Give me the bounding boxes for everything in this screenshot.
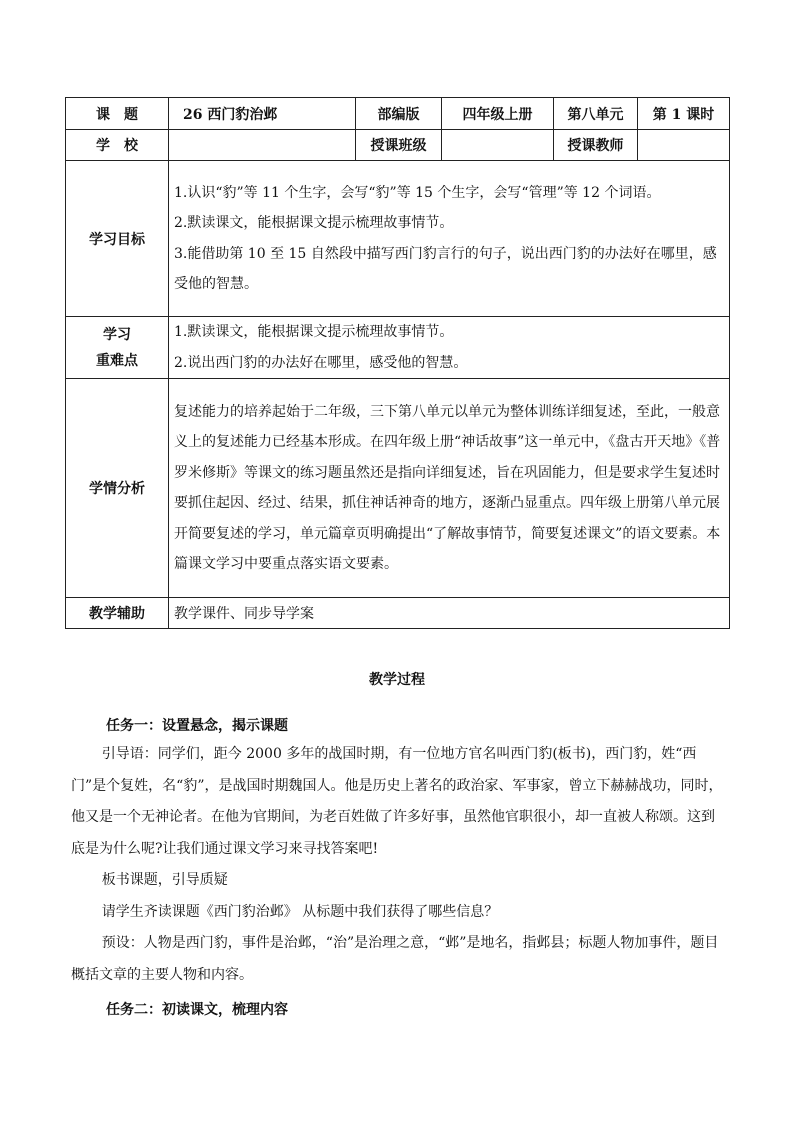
- header-row: [66, 98, 730, 130]
- school-row: [66, 130, 730, 161]
- key-point-item: 1.默读课文，能根据课文提示梳理故事情节。: [174, 324, 454, 340]
- analysis-text: 复述能力的培养起始于二年级，三下第八单元以单元为整体训练详细复述，至此，一般意义上的复述能力已经基本形成。在四年级上册“神话故事”这一单元中，《盘古开天地》《普罗米修斯》等课文的练习题虽然还是指向详细复述，旨在巩固能力，但是要求学生复述时要抓住起因、经过、结果，抓住神话神奇的地方，逐渐凸显重点。四年级上册第八单元展开简要复述的学习，单元篇章页明确提出“了解故事情节，简要复述课文”的语文要素。本篇课文学习中要重点落实语文要素。: [174, 403, 721, 572]
- analysis-row: [66, 379, 730, 598]
- preset-paragraph: 预设：人物是西门豹，事件是治邺，“治”是治理之意，“邺”是地名，指邺县；标题人物加事件，题目概括文章的主要人物和内容。: [71, 935, 719, 983]
- key-points-row: [66, 317, 730, 379]
- objective-item: 1.认识“豹”等 11 个生字，会写“豹”等 15 个生字，会写“管理”等 12 个词语。: [174, 184, 661, 201]
- grade: 四年级上册: [442, 98, 554, 130]
- objectives-content: [169, 161, 730, 317]
- aids-content: 教学课件、同步导学案: [169, 598, 730, 629]
- key-points-label: [66, 317, 169, 379]
- objective-item: 2.默读课文，能根据课文提示梳理故事情节。: [174, 215, 454, 231]
- key-points-content: [169, 317, 730, 379]
- analysis-content: [169, 379, 730, 598]
- title-label: 课 题: [66, 98, 169, 130]
- process-body: [71, 739, 723, 991]
- key-points-label-line1: 学习: [103, 326, 131, 343]
- board-paragraph: 板书课题，引导质疑: [101, 872, 228, 888]
- aids-row: [66, 598, 730, 629]
- lesson-info-table: [65, 97, 730, 629]
- analysis-label: 学情分析: [66, 379, 169, 598]
- objectives-label: 学习目标: [66, 161, 169, 317]
- intro-paragraph: 引导语：同学们，距今 2000 多年的战国时期，有一位地方官名叫西门豹(板书)，西门豹，姓“西门”是个复姓，名“豹”，是战国时期魏国人。他是历史上著名的政治家、军事家，曾立下赫赫战功，同时，他又是一个无神论者。在他为官期间，为老百姓做了许多好事，虽然他官职很小，却一直被人称颂。这到底是为什么呢?让我们通过课文学习来寻找答案吧!: [71, 746, 723, 857]
- class-label: 授课班级: [356, 130, 442, 161]
- period: 第 1 课时: [638, 98, 730, 130]
- edition: 部编版: [356, 98, 442, 130]
- class-value: [442, 130, 554, 161]
- objective-item: 3.能借助第 10 至 15 自然段中描写西门豹言行的句子，说出西门豹的办法好在哪里，感受他的智慧。: [174, 245, 717, 292]
- teacher-value: [638, 130, 730, 161]
- lesson-title: 26 西门豹治邺: [169, 98, 356, 130]
- objectives-row: [66, 161, 730, 317]
- school-label: 学 校: [66, 130, 169, 161]
- unit: 第八单元: [554, 98, 638, 130]
- key-point-item: 2.说出西门豹的办法好在哪里，感受他的智慧。: [174, 354, 468, 371]
- aids-label: 教学辅助: [66, 598, 169, 629]
- task1-title: 任务一：设置悬念，揭示课题: [106, 718, 288, 734]
- teacher-label: 授课教师: [554, 130, 638, 161]
- question-paragraph: 请学生齐读课题《西门豹治邺》 从标题中我们获得了哪些信息？: [101, 903, 499, 920]
- key-points-label-line2: 重难点: [96, 352, 138, 369]
- task2-title: 任务二：初读课文，梳理内容: [106, 1002, 288, 1018]
- school-value: [169, 130, 356, 161]
- process-heading: 教学过程: [369, 672, 425, 688]
